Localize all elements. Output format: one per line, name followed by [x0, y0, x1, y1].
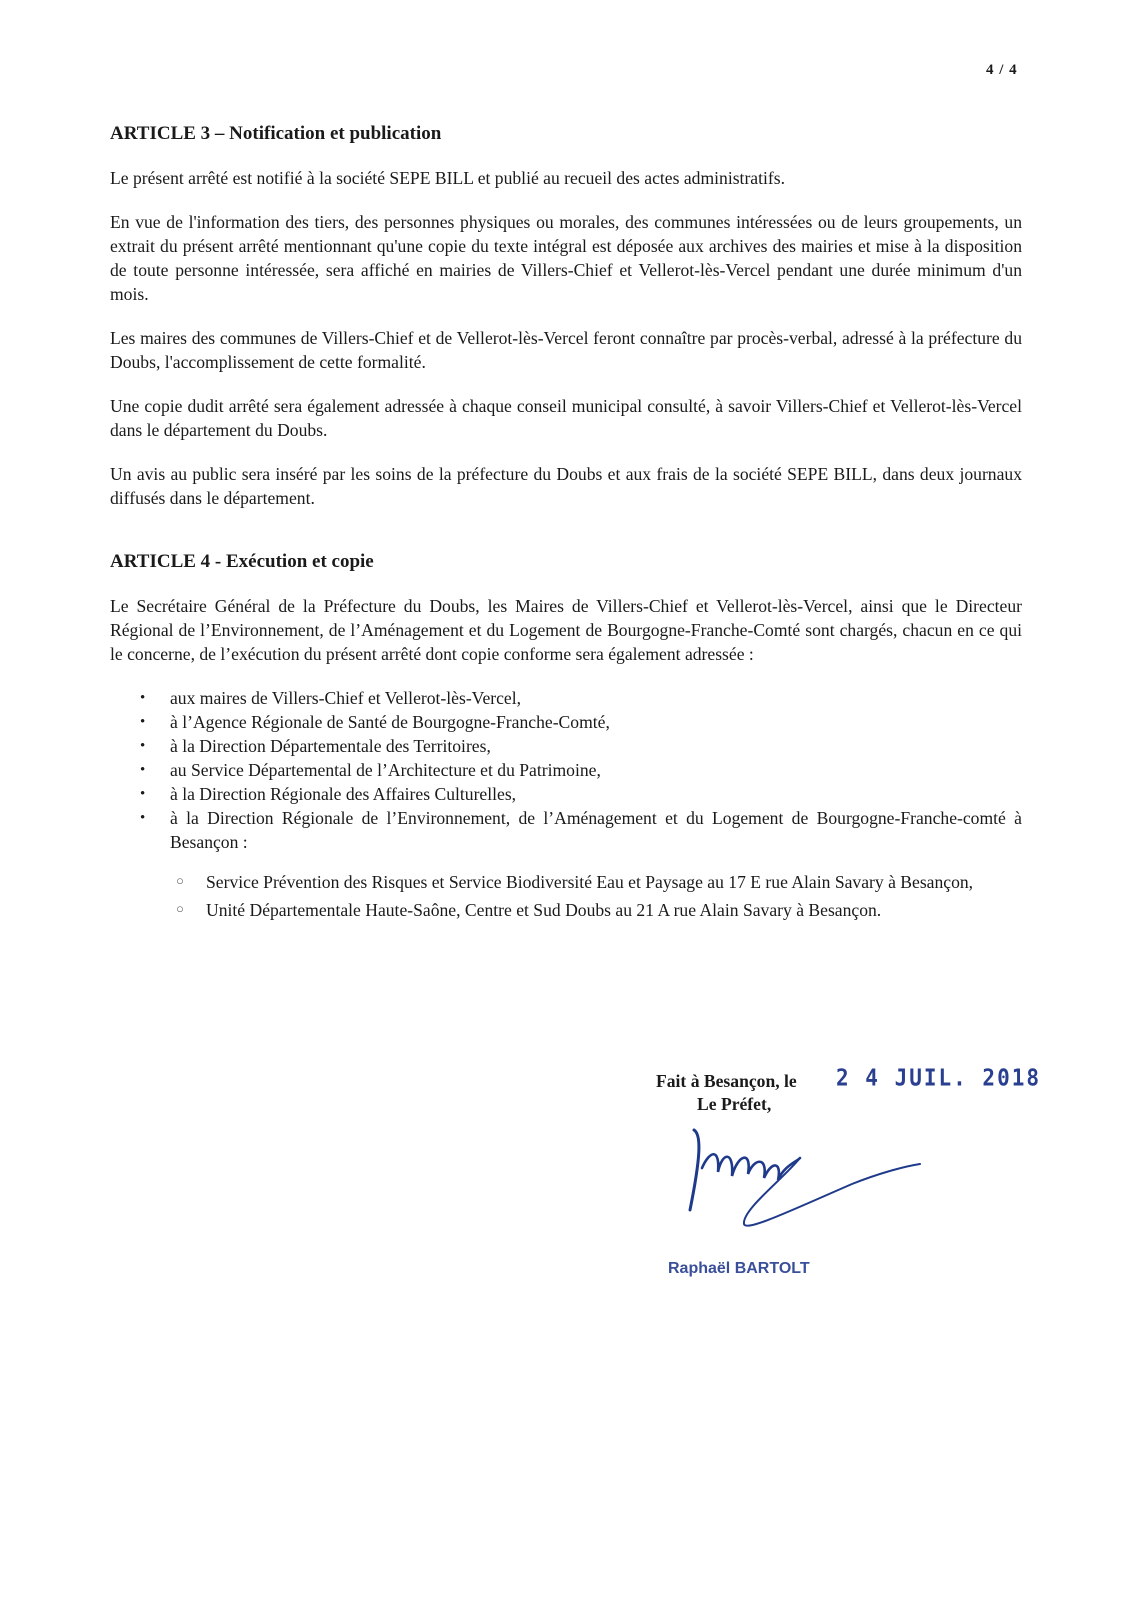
list-item: • à la Direction Départementale des Territoires,: [140, 736, 491, 756]
article-4-title: ARTICLE 4 - Exécution et copie: [110, 551, 374, 572]
list-item: • au Service Départemental de l’Architecture et du Patrimoine,: [140, 760, 601, 780]
handwritten-signature: [672, 1100, 932, 1240]
bullet-icon: •: [140, 714, 146, 730]
document-body: [110, 122, 1022, 926]
list-item: • à la Direction Régionale de l’Environnement, de l’Aménagement et du Logement de Bourgogne-Franche-comté à Besançon :: [140, 808, 1022, 852]
bullet-icon: •: [140, 810, 146, 826]
article-3-title: ARTICLE 3 – Notification et publication: [110, 123, 442, 144]
article-3-paragraph: Les maires des communes de Villers-Chief et de Vellerot-lès-Vercel feront connaître par procès-verbal, adressé à la préfecture du Doubs, l'accomplissement de cette formalité.: [110, 328, 1022, 372]
bullet-icon: •: [140, 690, 146, 706]
bullet-icon: •: [140, 786, 146, 802]
date-stamp: 2 4 JUIL. 2018: [836, 1064, 1042, 1092]
article-3-paragraph: Le présent arrêté est notifié à la société SEPE BILL et publié au recueil des actes administratifs.: [110, 168, 785, 188]
list-item: ○ Unité Départementale Haute-Saône, Centre et Sud Doubs au 21 A rue Alain Savary à Besançon.: [110, 898, 1022, 922]
article-3-paragraph: Un avis au public sera inséré par les soins de la préfecture du Doubs et aux frais de la société SEPE BILL, dans deux journaux diffusés dans le département.: [110, 464, 1022, 508]
article-3-paragraph: Une copie dudit arrêté sera également adressée à chaque conseil municipal consulté, à savoir Villers-Chief et Vellerot-lès-Vercel dans le département du Doubs.: [110, 396, 1022, 440]
circle-bullet-icon: ○: [176, 873, 184, 888]
article-3-paragraph: En vue de l'information des tiers, des personnes physiques ou morales, des communes intéressées ou de leurs groupements, un extrait du présent arrêté mentionnant qu'une copie du texte intégral est déposée aux archives des mairies et mise à la disposition de toute personne intéressée, sera affiché en mairies de Villers-Chief et Vellerot-lès-Vercel pendant une durée minimum d'un mois.: [110, 212, 1022, 304]
page-number: 4 / 4: [986, 62, 1018, 78]
bullet-icon: •: [140, 762, 146, 778]
list-item: ○ Service Prévention des Risques et Service Biodiversité Eau et Paysage au 17 E rue Alain Savary à Besançon,: [110, 870, 1022, 894]
list-item: • aux maires de Villers-Chief et Vellerot-lès-Vercel,: [140, 688, 522, 708]
circle-bullet-icon: ○: [176, 901, 184, 916]
list-item: • à la Direction Régionale des Affaires Culturelles,: [140, 784, 517, 804]
signature-place-line: Fait à Besançon, le: [656, 1071, 797, 1091]
list-item: • à l’Agence Régionale de Santé de Bourgogne-Franche-Comté,: [140, 712, 610, 732]
signer-name: Raphaël BARTOLT: [668, 1260, 810, 1277]
bullet-icon: •: [140, 738, 146, 754]
dreal-service-list: [110, 870, 1022, 922]
signer-title: Le Préfet,: [697, 1094, 772, 1114]
article-4-intro: Le Secrétaire Général de la Préfecture du Doubs, les Maires de Villers-Chief et Vellerot-lès-Vercel, ainsi que le Directeur Régional de l’Environnement, de l’Aménagement et du Logement de Bourgogne-Franche-Comté sont chargés, chacun en ce qui le concerne, de l’exécution du présent arrêté dont copie conforme sera également adressée :: [110, 596, 1022, 664]
recipient-list: [110, 686, 1022, 854]
